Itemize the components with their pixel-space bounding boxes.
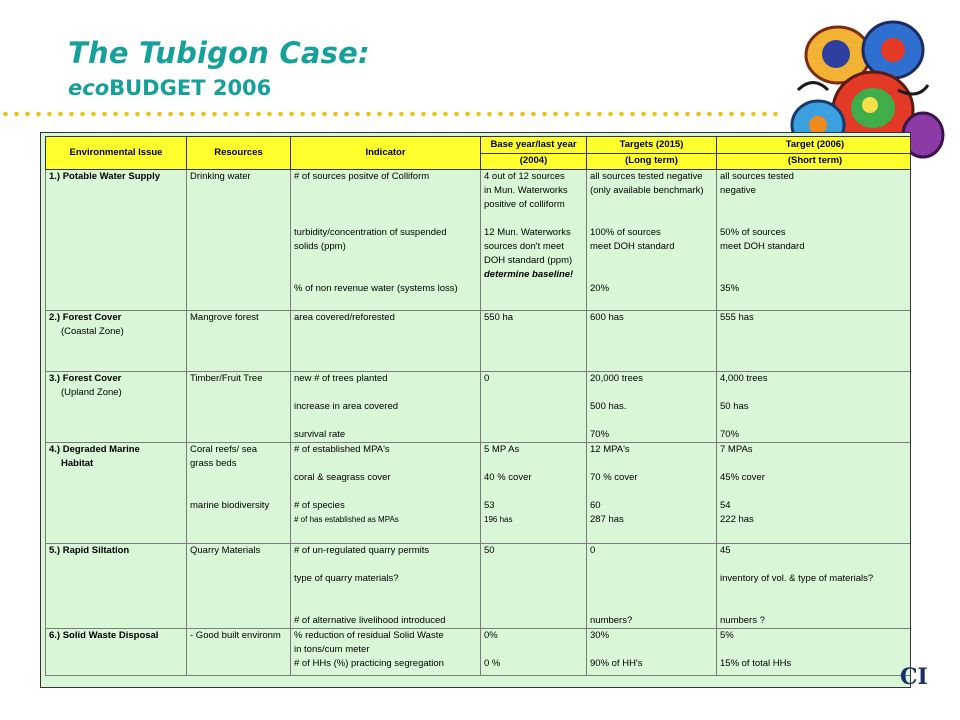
indicator-line xyxy=(294,386,477,400)
target2006-value: 222 has xyxy=(720,514,754,525)
issue-sublabel: (Upland Zone) xyxy=(61,387,122,398)
target2006-value xyxy=(720,600,910,614)
target2006-value xyxy=(720,268,910,282)
issue-label: 6.) Solid Waste Disposal xyxy=(49,630,159,641)
target2006-value xyxy=(720,457,910,471)
base-value: 550 ha xyxy=(484,312,514,323)
base-value: positive of colliform xyxy=(484,199,565,210)
base-value xyxy=(484,212,583,226)
base-value: 40 % cover xyxy=(484,472,532,483)
base-value xyxy=(484,614,583,628)
indicator-line: # of sources positve of Colliform xyxy=(294,171,430,182)
target2006-value xyxy=(720,643,910,657)
issue-label: 3.) Forest Cover xyxy=(49,373,122,384)
indicator-line xyxy=(294,600,477,614)
base-value: 0% xyxy=(484,630,498,641)
target2015-value: 30% xyxy=(590,630,610,641)
indicator-line xyxy=(294,558,477,572)
indicator-line: type of quarry materials? xyxy=(294,573,399,584)
base-value xyxy=(484,643,583,657)
indicator-line: area covered/reforested xyxy=(294,312,395,323)
table-row xyxy=(46,544,912,629)
target2015-cell xyxy=(587,629,717,676)
resource-line xyxy=(190,471,287,485)
base-value xyxy=(484,457,583,471)
issue-label: 4.) Degraded Marine xyxy=(49,444,140,455)
indicator-cell xyxy=(291,629,481,676)
indicator-cell xyxy=(291,443,481,544)
base-value xyxy=(484,414,583,428)
target2015-value: 12 MPA's xyxy=(590,444,630,455)
header-target2006-top: Target (2006) xyxy=(717,137,912,154)
target2015-value: 60 xyxy=(590,500,601,511)
target2015-value: all sources tested negative xyxy=(590,171,703,182)
indicator-line: in tons/cum meter xyxy=(294,644,370,655)
indicator-line: new # of trees planted xyxy=(294,373,388,384)
table-row xyxy=(46,170,912,311)
slide-subtitle xyxy=(68,76,271,100)
target2006-cell xyxy=(717,629,912,676)
base-value: 196 has xyxy=(484,515,513,524)
target2006-value xyxy=(720,558,910,572)
target2015-value: 500 has. xyxy=(590,401,627,412)
target2015-value xyxy=(590,386,713,400)
indicator-line xyxy=(294,212,477,226)
table-row xyxy=(46,311,912,372)
target2006-value xyxy=(720,414,910,428)
resource-line xyxy=(190,485,287,499)
indicator-line xyxy=(294,586,477,600)
target2006-value xyxy=(720,198,910,212)
target2015-value: 600 has xyxy=(590,312,624,323)
target2006-value: 50% of sources xyxy=(720,227,786,238)
target2006-cell xyxy=(717,372,912,443)
target2006-value: 4,000 trees xyxy=(720,373,768,384)
resource-line: - Good built environm xyxy=(190,630,281,641)
target2006-value: 45% cover xyxy=(720,472,765,483)
target2015-value xyxy=(590,572,713,586)
target2015-cell xyxy=(587,372,717,443)
indicator-line: # of established MPA's xyxy=(294,444,390,455)
base-value: 12 Mun. Waterworks xyxy=(484,227,571,238)
subtitle-italic-prefix: eco xyxy=(68,76,110,100)
target2015-value: 90% of HH's xyxy=(590,658,643,669)
resources-cell xyxy=(187,443,291,544)
indicator-cell xyxy=(291,544,481,629)
target2015-value xyxy=(590,485,713,499)
indicator-line xyxy=(294,184,477,198)
target2015-value xyxy=(590,600,713,614)
indicator-line xyxy=(294,457,477,471)
subtitle-rest: BUDGET 2006 xyxy=(109,76,272,100)
target2015-cell xyxy=(587,443,717,544)
target2015-value: (only available benchmark) xyxy=(590,185,704,196)
issue-label: 2.) Forest Cover xyxy=(49,312,122,323)
base-value: sources don't meet xyxy=(484,241,564,252)
target2015-value xyxy=(590,268,713,282)
header-issue: Environmental Issue xyxy=(46,137,187,170)
target2006-value: negative xyxy=(720,185,756,196)
resource-line: Timber/Fruit Tree xyxy=(190,373,263,384)
target2015-value: 70 % cover xyxy=(590,472,638,483)
base-value xyxy=(484,558,583,572)
indicator-line: % reduction of residual Solid Waste xyxy=(294,630,444,641)
indicator-line xyxy=(294,198,477,212)
indicator-cell xyxy=(291,311,481,372)
resource-line: Coral reefs/ sea xyxy=(190,444,258,455)
target2015-value: 100% of sources xyxy=(590,227,661,238)
resources-cell xyxy=(187,170,291,311)
base-value: 5 MP As xyxy=(484,444,520,455)
base-value: determine baseline! xyxy=(484,269,574,280)
issue-cell xyxy=(46,170,187,311)
target2006-value: 15% of total HHs xyxy=(720,658,792,669)
ecobudget-table-panel xyxy=(40,132,911,688)
header-base-top: Base year/last year xyxy=(481,137,587,154)
target2006-value xyxy=(720,485,910,499)
header-resources: Resources xyxy=(187,137,291,170)
issue-label: 1.) Potable Water Supply xyxy=(49,171,161,182)
indicator-line: # of un-regulated quarry permits xyxy=(294,545,430,556)
target2015-value xyxy=(590,643,713,657)
target2006-value xyxy=(720,254,910,268)
indicator-line: # of has established as MPAs xyxy=(294,515,399,524)
resources-cell xyxy=(187,372,291,443)
header-indicator: Indicator xyxy=(291,137,481,170)
indicator-line: # of HHs (%) practicing segregation xyxy=(294,658,444,669)
indicator-line xyxy=(294,268,477,282)
target2015-value xyxy=(590,586,713,600)
base-cell xyxy=(481,629,587,676)
target2006-value xyxy=(720,386,910,400)
issue-sublabel: (Coastal Zone) xyxy=(61,326,124,337)
base-value: in Mun. Waterworks xyxy=(484,185,568,196)
issue-sublabel: Habitat xyxy=(61,458,94,469)
target2006-value: 555 has xyxy=(720,312,754,323)
target2015-value xyxy=(590,254,713,268)
base-value: 50 xyxy=(484,545,495,556)
header-target2006-bottom: (Short term) xyxy=(717,153,912,170)
target2006-value: 35% xyxy=(720,283,740,294)
indicator-line: % of non revenue water (systems loss) xyxy=(294,283,458,294)
header-targets2015-bottom: (Long term) xyxy=(587,153,717,170)
footer-mark: CI xyxy=(900,664,928,690)
target2015-cell xyxy=(587,311,717,372)
target2015-value xyxy=(590,457,713,471)
header-base-bottom: (2004) xyxy=(481,153,587,170)
target2015-value: 0 xyxy=(590,545,596,556)
indicator-cell xyxy=(291,372,481,443)
target2006-value: numbers ? xyxy=(720,615,765,626)
base-value xyxy=(484,386,583,400)
indicator-line xyxy=(294,414,477,428)
base-cell xyxy=(481,311,587,372)
indicator-line: survival rate xyxy=(294,429,346,440)
indicator-line xyxy=(294,485,477,499)
target2015-value xyxy=(590,212,713,226)
indicator-line: coral & seagrass cover xyxy=(294,472,391,483)
target2006-value: meet DOH standard xyxy=(720,241,805,252)
indicator-line: solids (ppm) xyxy=(294,241,346,252)
target2015-value xyxy=(590,558,713,572)
target2015-value xyxy=(590,198,713,212)
target2015-value: numbers? xyxy=(590,615,633,626)
dotted-divider xyxy=(0,111,780,117)
issue-cell xyxy=(46,311,187,372)
indicator-cell xyxy=(291,170,481,311)
issue-cell xyxy=(46,443,187,544)
ecobudget-table xyxy=(45,136,911,676)
target2015-value xyxy=(590,414,713,428)
resource-line: Drinking water xyxy=(190,171,251,182)
table-row xyxy=(46,372,912,443)
base-value: DOH standard (ppm) xyxy=(484,255,573,266)
target2015-value: 70% xyxy=(590,429,610,440)
resource-line: Mangrove forest xyxy=(190,312,259,323)
base-value: 0 % xyxy=(484,658,501,669)
target2015-value: 20% xyxy=(590,283,610,294)
base-value xyxy=(484,586,583,600)
indicator-line: # of alternative livelihood introduced xyxy=(294,615,446,626)
slide-title: The Tubigon Case: xyxy=(68,36,370,70)
base-cell xyxy=(481,170,587,311)
base-value: 4 out of 12 sources xyxy=(484,171,565,182)
resource-line: grass beds xyxy=(190,458,237,469)
base-cell xyxy=(481,544,587,629)
target2006-value: 70% xyxy=(720,429,740,440)
target2015-value: 20,000 trees xyxy=(590,373,643,384)
target2006-value: 50 has xyxy=(720,401,749,412)
issue-label: 5.) Rapid Siltation xyxy=(49,545,130,556)
resources-cell xyxy=(187,629,291,676)
base-value xyxy=(484,600,583,614)
table-row xyxy=(46,629,912,676)
target2006-value xyxy=(720,212,910,226)
issue-cell xyxy=(46,544,187,629)
target2015-cell xyxy=(587,170,717,311)
indicator-line: # of species xyxy=(294,500,345,511)
base-value xyxy=(484,572,583,586)
base-value xyxy=(484,485,583,499)
target2015-cell xyxy=(587,544,717,629)
base-value: 0 xyxy=(484,373,490,384)
target2006-value: inventory of vol. & type of materials? xyxy=(720,573,874,584)
target2006-cell xyxy=(717,170,912,311)
target2006-value: 5% xyxy=(720,630,734,641)
indicator-line: turbidity/concentration of suspended xyxy=(294,227,447,238)
indicator-line: increase in area covered xyxy=(294,401,399,412)
header-targets2015-top: Targets (2015) xyxy=(587,137,717,154)
issue-cell xyxy=(46,372,187,443)
indicator-line xyxy=(294,254,477,268)
base-cell xyxy=(481,372,587,443)
resource-line: marine biodiversity xyxy=(190,500,270,511)
base-cell xyxy=(481,443,587,544)
target2006-cell xyxy=(717,311,912,372)
base-value xyxy=(484,282,583,296)
base-value xyxy=(484,400,583,414)
resources-cell xyxy=(187,544,291,629)
resources-cell xyxy=(187,311,291,372)
target2006-value: 45 xyxy=(720,545,731,556)
resource-line: Quarry Materials xyxy=(190,545,261,556)
target2015-value: meet DOH standard xyxy=(590,241,675,252)
target2006-cell xyxy=(717,544,912,629)
target2006-value: 7 MPAs xyxy=(720,444,753,455)
base-value: 53 xyxy=(484,500,495,511)
table-row xyxy=(46,443,912,544)
target2006-cell xyxy=(717,443,912,544)
base-value xyxy=(484,428,583,442)
target2006-value xyxy=(720,586,910,600)
issue-cell xyxy=(46,629,187,676)
target2006-value: 54 xyxy=(720,500,731,511)
target2015-value: 287 has xyxy=(590,514,624,525)
target2006-value: all sources tested xyxy=(720,171,794,182)
header-row xyxy=(46,137,912,154)
